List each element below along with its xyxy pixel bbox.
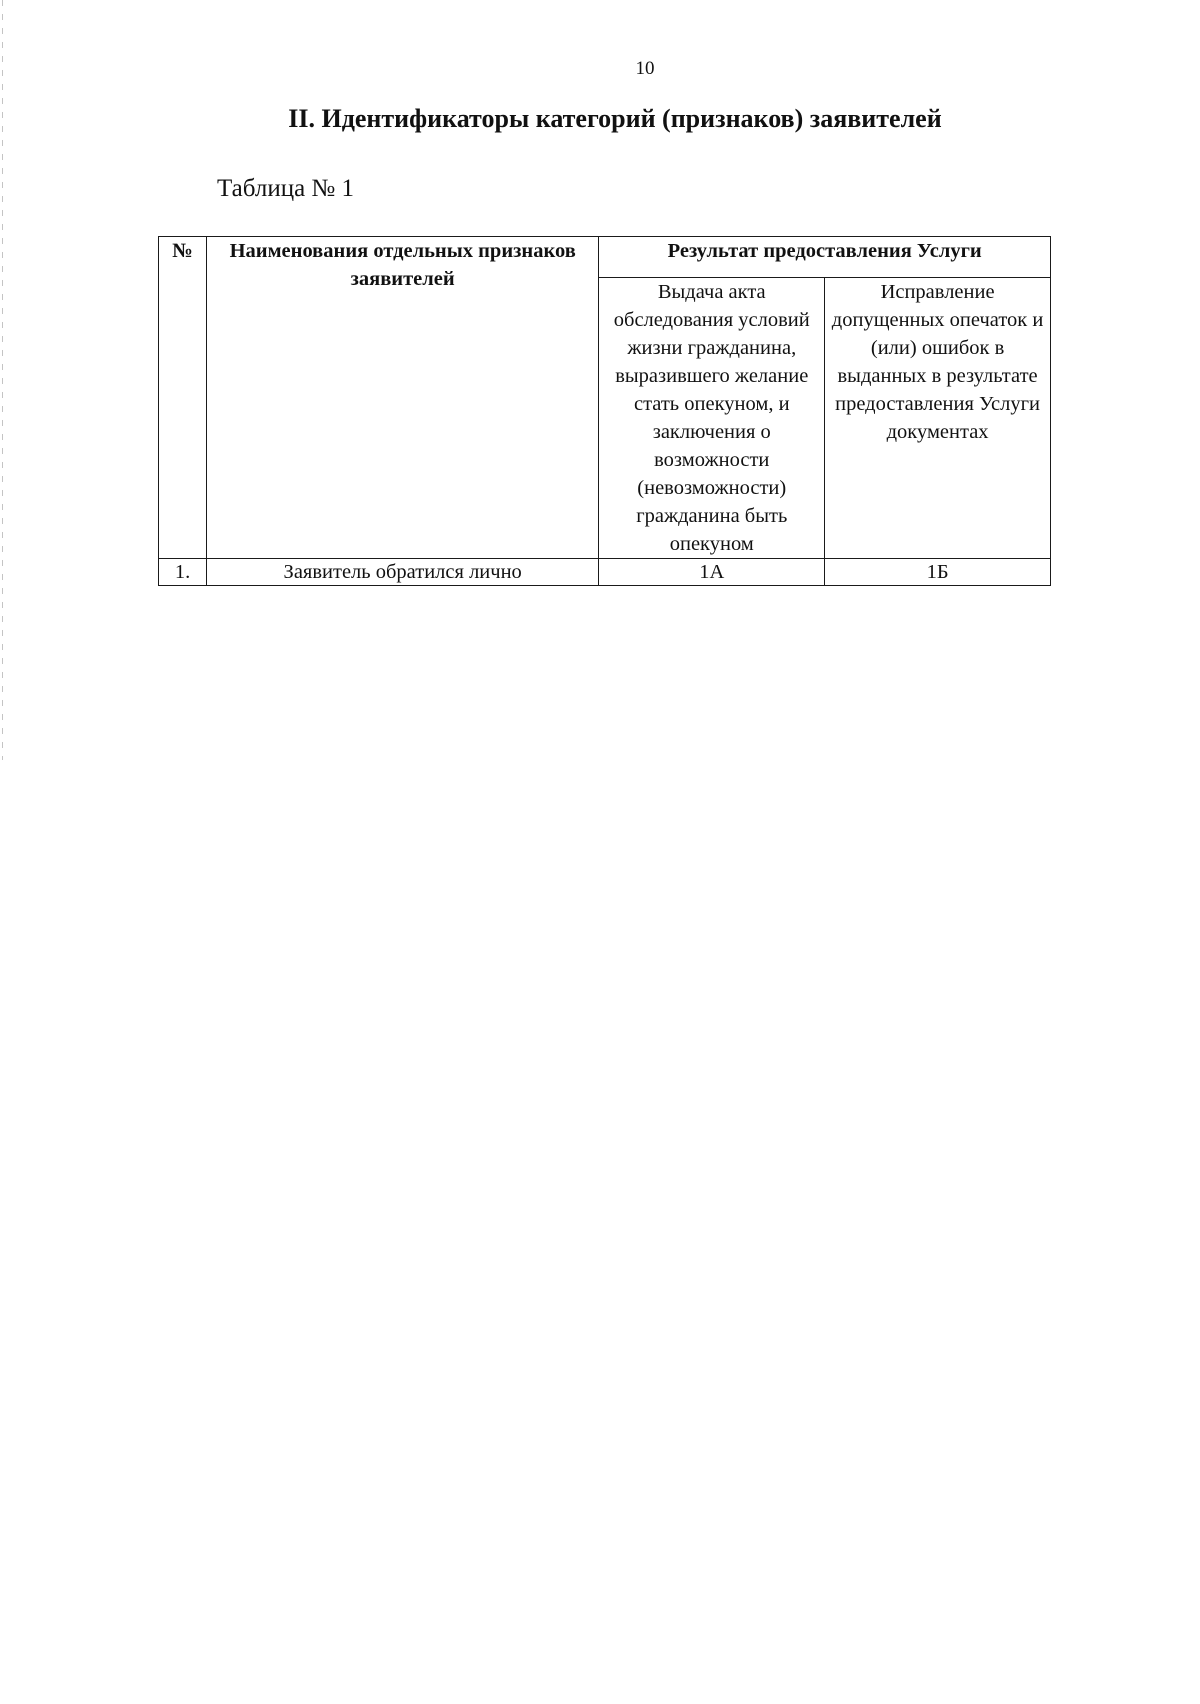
row-name: Заявитель обратился лично: [207, 559, 599, 586]
header-result-b: Исправление допущенных опечаток и (или) ошибок в выданных в результате предоставления Услуги документах: [825, 278, 1051, 559]
section-title: II. Идентификаторы категорий (признаков) заявителей: [288, 104, 942, 133]
header-result: Результат предоставления Услуги: [599, 237, 1051, 278]
page-number: 10: [635, 58, 655, 79]
header-no: №: [159, 237, 207, 559]
header-name: Наименования отдельных признаков заявителей: [207, 237, 599, 559]
table-caption: Таблица № 1: [217, 175, 355, 202]
table-row: [159, 559, 1051, 586]
table-header-row: [159, 237, 1051, 278]
header-result-a: Выдача акта обследования условий жизни гражданина, выразившего желание стать опекуном, и заключения о возможности (невозможности) гражданина быть опекуном: [599, 278, 825, 559]
row-result-b: 1Б: [825, 559, 1051, 586]
row-result-a: 1А: [599, 559, 825, 586]
row-no: 1.: [159, 559, 207, 586]
identifiers-table: [158, 236, 1051, 586]
